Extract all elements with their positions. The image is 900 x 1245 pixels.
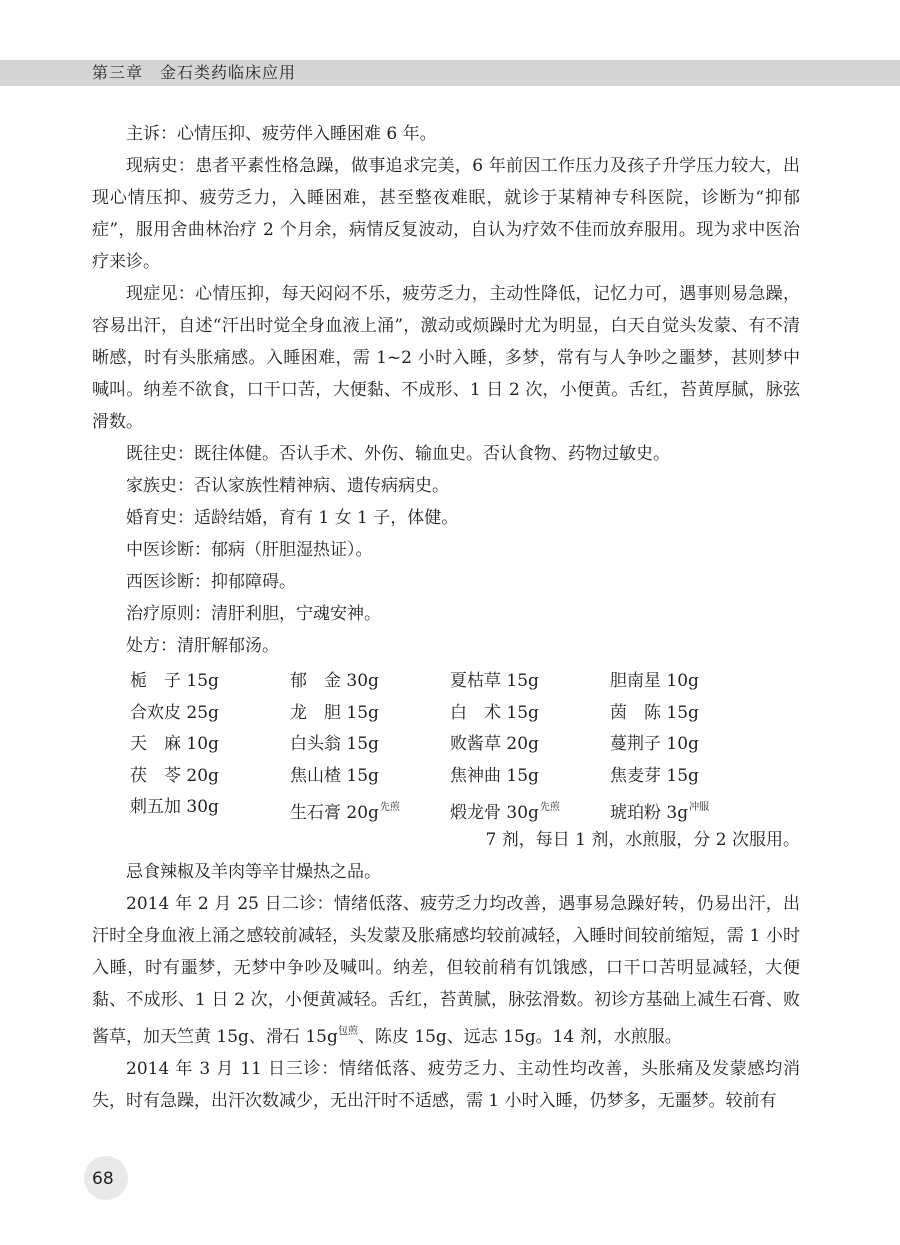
herb-dose: 夏枯草 15g <box>450 671 539 691</box>
family-history: 家族史：否认家族性精神病、遗传病病史。 <box>126 476 449 496</box>
herb-entry <box>610 729 770 761</box>
herb-entry <box>130 792 290 824</box>
herb-dose: 焦山楂 15g <box>290 765 379 786</box>
herb-dose: 天 麻 10g <box>130 734 219 754</box>
herb-entry <box>130 698 290 730</box>
herb-dose: 焦麦芽 15g <box>610 765 699 786</box>
herb-entry <box>450 729 610 761</box>
herb-dose: 煅龙骨 30g <box>450 803 539 823</box>
current-symptoms: 现症见：心情压抑，每天闷闷不乐，疲劳乏力，主动性降低，记忆力可，遇事则易急躁，容易出汗，自述“汗出时觉全身血液上涌”，激动或烦躁时尤为明显，白天自觉头发蒙、有不清晰感，时有头胀痛感。入睡困难，需 1~2 小时入睡，多梦，常有与人争吵之噩梦，甚则梦中喊叫。纳差不欲食，口干口苦，大便黏、不成形、1 日 2 次，小便黄。舌红，苔黄厚腻，脉弦滑数。 <box>92 284 800 432</box>
herb-entry <box>290 666 450 698</box>
herb-dose: 栀 子 15g <box>130 671 219 691</box>
herb-entry <box>610 761 770 793</box>
herb-dose: 郁 金 30g <box>290 671 379 691</box>
herb-dose: 茵 陈 15g <box>610 702 699 723</box>
herb-dose: 焦神曲 15g <box>450 765 539 786</box>
past-history: 既往史：既往体健。否认手术、外伤、输血史。否认食物、药物过敏史。 <box>126 444 670 464</box>
prescription-row <box>130 666 800 698</box>
herb-entry <box>610 792 770 824</box>
prescription-row <box>130 792 800 824</box>
page-content <box>92 118 800 1117</box>
herb-dose: 琥珀粉 3g <box>610 803 689 823</box>
herb-dose: 龙 胆 15g <box>290 702 379 723</box>
herb-entry <box>290 729 450 761</box>
herb-entry <box>130 729 290 761</box>
herb-entry <box>450 761 610 793</box>
herb-dose: 败酱草 20g <box>450 734 539 754</box>
herb-entry <box>450 698 610 730</box>
chapter-title: 第三章 金石类药临床应用 <box>92 63 297 82</box>
second-visit-text-after: 、陈皮 15g、远志 15g。14 剂，水煎服。 <box>357 1026 682 1047</box>
herb-dose: 茯 苓 20g <box>130 765 219 786</box>
western-diagnosis: 西医诊断：抑郁障碍。 <box>126 572 296 592</box>
second-visit-text-before: 2014 年 2 月 25 日二诊：情绪低落、疲劳乏力均改善，遇事易急躁好转，仍易出汗，出汗时全身血液上涌之感较前减轻，头发蒙及胀痛感均较前减轻，入睡时间较前缩短，需 1 小时入睡，时有噩梦，无梦中争吵及喊叫。纳差，但较前稍有饥饿感，口干口苦明显减轻，大便黏、不成形、1 日 2 次，小便黄减轻。舌红，苔黄腻，脉弦滑数。初诊方基础上减生石膏、败酱草，加天竺黄 15g、滑石 15g <box>92 893 800 1047</box>
treatment-principle: 治疗原则：清肝利胆，宁魂安神。 <box>126 604 381 624</box>
herb-entry <box>290 792 450 824</box>
herb-prep-note: 先煎 <box>539 802 560 813</box>
herb-entry <box>130 666 290 698</box>
prescription-row <box>130 698 800 730</box>
herb-dose: 胆南星 10g <box>610 671 699 691</box>
herb-prep-note: 先煎 <box>379 802 400 813</box>
prescription-name: 处方：清肝解郁汤。 <box>126 636 279 656</box>
herb-dose: 生石膏 20g <box>290 803 379 823</box>
herb-entry <box>290 698 450 730</box>
prescription-table <box>92 666 800 824</box>
herb-entry <box>290 761 450 793</box>
herb-dose: 白头翁 15g <box>290 734 379 754</box>
present-illness: 现病史：患者平素性格急躁，做事追求完美，6 年前因工作压力及孩子升学压力较大，出现心情压抑、疲劳乏力，入睡困难，甚至整夜难眠，就诊于某精神专科医院，诊断为“抑郁症”，服用舍曲林治疗 2 个月余，病情反复波动，自认为疗效不佳而放弃服用。现为求中医治疗来诊。 <box>92 156 800 272</box>
herb-dose: 白 术 15g <box>450 702 539 723</box>
page-number: 68 <box>92 1169 114 1189</box>
prescription-row <box>130 729 800 761</box>
diet-advice: 忌食辣椒及羊肉等辛甘燥热之品。 <box>126 861 381 882</box>
prescription-row <box>130 761 800 793</box>
herb-entry <box>610 666 770 698</box>
tcm-diagnosis: 中医诊断：郁病（肝胆湿热证）。 <box>126 540 373 560</box>
herb-dose: 蔓荆子 10g <box>610 734 699 754</box>
dosage-instructions: 7 剂，每日 1 剂，水煎服，分 2 次服用。 <box>485 829 800 850</box>
herb-entry <box>450 792 610 824</box>
chief-complaint: 主诉：心情压抑、疲劳伴入睡困难 6 年。 <box>126 124 437 144</box>
herb-dose: 合欢皮 25g <box>130 702 219 723</box>
herb-entry <box>130 761 290 793</box>
second-visit <box>92 888 800 1053</box>
herb-entry <box>450 666 610 698</box>
second-visit-note: 包煎 <box>337 1025 358 1037</box>
third-visit: 2014 年 3 月 11 日三诊：情绪低落、疲劳乏力、主动性均改善，头胀痛及发蒙感均消失，时有急躁，出汗次数减少，无出汗时不适感，需 1 小时入睡，仍梦多，无噩梦。较前有 <box>92 1058 800 1111</box>
marital-history: 婚育史：适龄结婚，育有 1 女 1 子，体健。 <box>126 508 459 528</box>
herb-dose: 刺五加 30g <box>130 797 219 817</box>
herb-prep-note: 冲服 <box>689 802 710 813</box>
herb-entry <box>610 698 770 730</box>
